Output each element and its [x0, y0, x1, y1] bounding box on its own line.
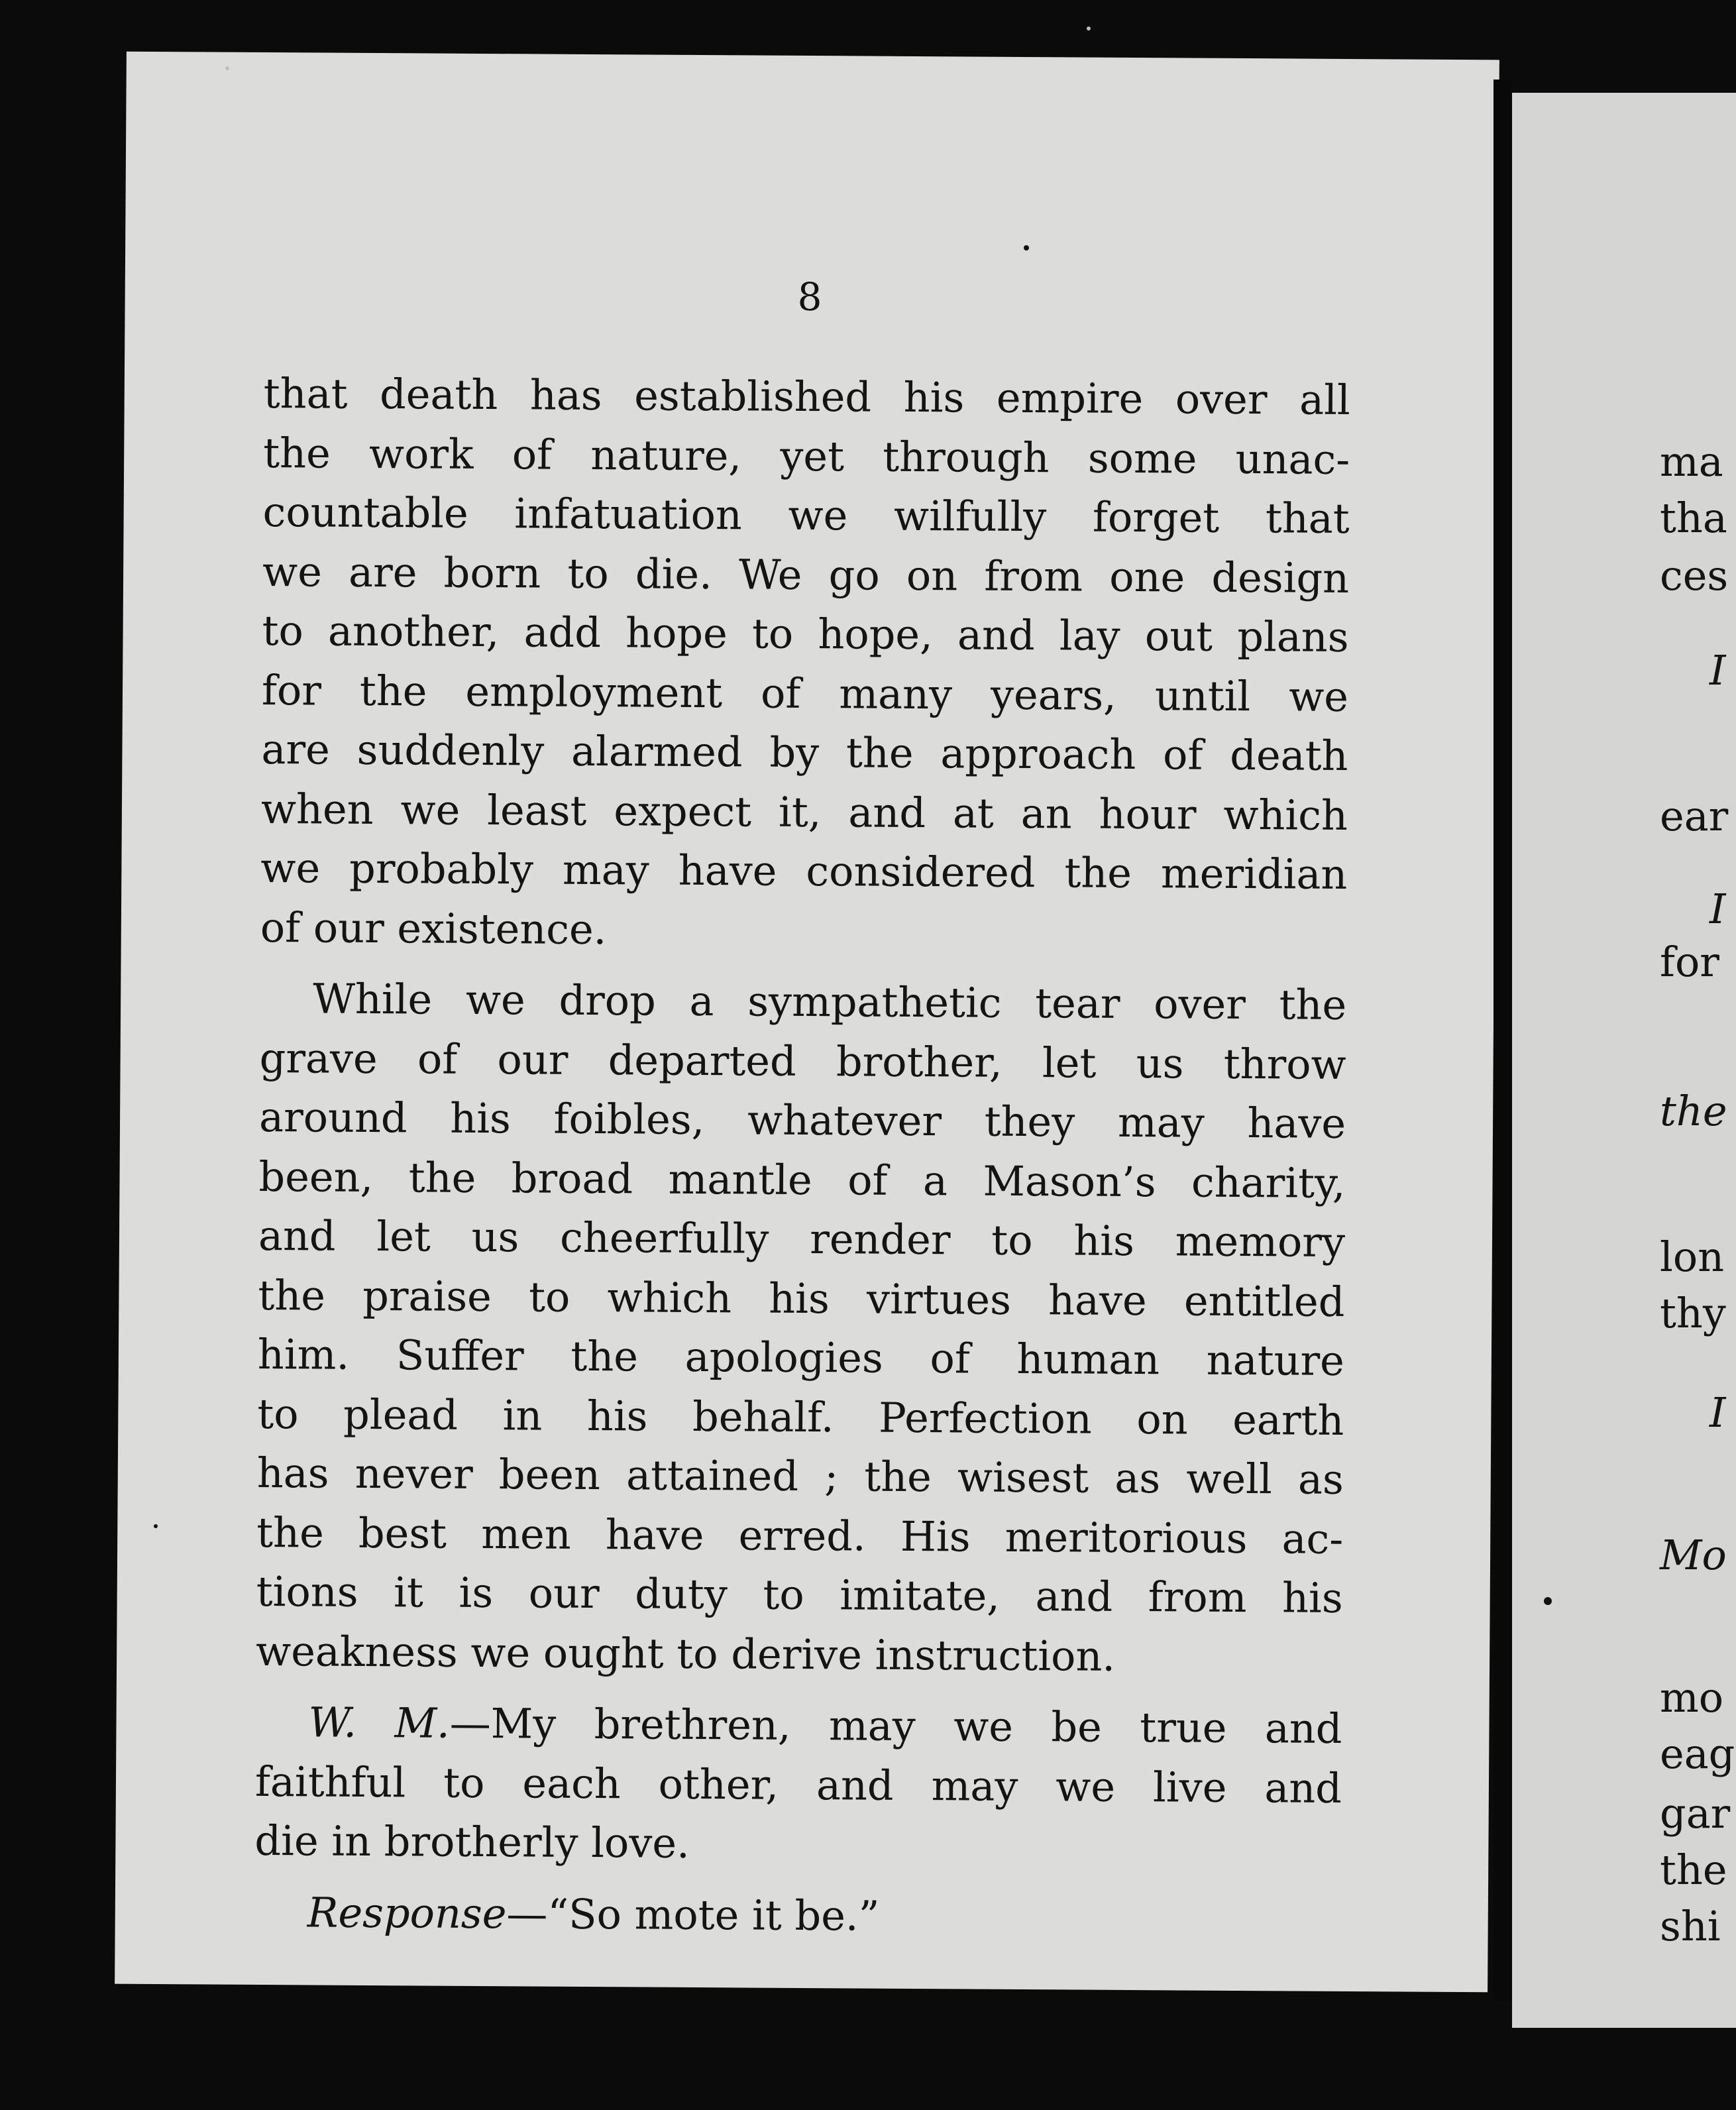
text-line: around his foibles, whatever they may have	[258, 1092, 1346, 1148]
right-page-fragment: shi	[1660, 1902, 1721, 1950]
right-page-fragment: ear	[1660, 792, 1729, 840]
right-page-fragment: eag	[1660, 1730, 1735, 1778]
text-line: faithful to each other, and may we live and	[254, 1757, 1342, 1812]
text-line: countable infatuation we wilfully forget that	[262, 487, 1350, 543]
right-page-fragment: tha	[1660, 494, 1727, 542]
right-page-fragment: I	[1709, 646, 1726, 694]
right-page-fragment: ma	[1660, 437, 1723, 486]
book-gutter	[1493, 80, 1512, 2001]
right-page-fragment: the	[1660, 1846, 1727, 1894]
text-line: are suddenly alarmed by the approach of death	[261, 724, 1348, 780]
text-line: the work of nature, yet through some unac-	[263, 428, 1350, 484]
text-line: when we least expect it, and at an hour which	[260, 784, 1348, 840]
text-line: and let us cheerfully render to his memory	[258, 1211, 1346, 1266]
right-page-fragment: gar	[1660, 1789, 1731, 1838]
right-page-fragment: the	[1660, 1087, 1727, 1135]
text-line	[255, 1693, 1342, 1759]
text-line: While we drop a sympathetic tear over the	[312, 974, 1347, 1029]
text-line: weakness we ought to derive instruction.	[255, 1626, 1116, 1681]
ink-speck	[225, 66, 229, 70]
text-line: to plead in his behalf. Perfection on earth	[257, 1389, 1344, 1445]
body-text	[254, 364, 1350, 1960]
text-line: the best men have erred. His meritorious ac-	[256, 1508, 1344, 1563]
speaker-label: W. M.	[308, 1698, 450, 1748]
right-page-fragment: I	[1709, 1388, 1726, 1437]
paragraph-1	[260, 364, 1350, 964]
ink-speck	[154, 1524, 158, 1528]
paragraph-response	[254, 1882, 1342, 1948]
right-page-fragment: for	[1660, 938, 1719, 986]
right-page-fragment: thy	[1660, 1289, 1726, 1337]
speech-text: —My brethren, may we be true and	[449, 1698, 1342, 1753]
ink-speck	[1544, 1597, 1552, 1605]
text-line: we probably may have considered the meridian	[260, 843, 1348, 899]
page-number: 8	[797, 274, 822, 320]
text-line: to another, add hope to hope, and lay out plans	[262, 606, 1349, 661]
text-line: has never been attained ; the wisest as well as	[256, 1448, 1344, 1504]
text-line	[254, 1882, 1342, 1948]
ink-speck	[1024, 245, 1029, 250]
right-page-fragment: Mo	[1660, 1531, 1727, 1579]
text-line: we are born to die. We go on from one design	[262, 547, 1350, 602]
text-line: the praise to which his virtues have entitled	[258, 1270, 1345, 1326]
paragraph-wm	[254, 1693, 1342, 1877]
text-line: die in brotherly love.	[254, 1816, 690, 1867]
text-line: tions it is our duty to imitate, and from his	[256, 1567, 1343, 1622]
speech-text: —“So mote it be.”	[506, 1889, 880, 1940]
left-page	[115, 52, 1499, 1993]
text-line: that death has established his empire over all	[263, 368, 1350, 424]
text-line: him. Suffer the apologies of human nature	[257, 1329, 1345, 1385]
right-page-fragment: mo	[1660, 1673, 1724, 1722]
text-line: for the employment of many years, until we	[261, 665, 1349, 721]
ink-speck	[1087, 27, 1091, 30]
speaker-label: Response	[307, 1887, 507, 1938]
right-page-fragment: lon	[1660, 1233, 1725, 1281]
text-line: grave of our departed brother, let us throw	[259, 1033, 1346, 1089]
text-line: been, the broad mantle of a Mason’s charity,	[258, 1152, 1346, 1207]
paragraph-2	[256, 969, 1347, 1687]
right-page-fragment: I	[1709, 885, 1726, 933]
right-page-fragment: ces	[1660, 551, 1729, 600]
text-line: of our existence.	[260, 903, 607, 954]
